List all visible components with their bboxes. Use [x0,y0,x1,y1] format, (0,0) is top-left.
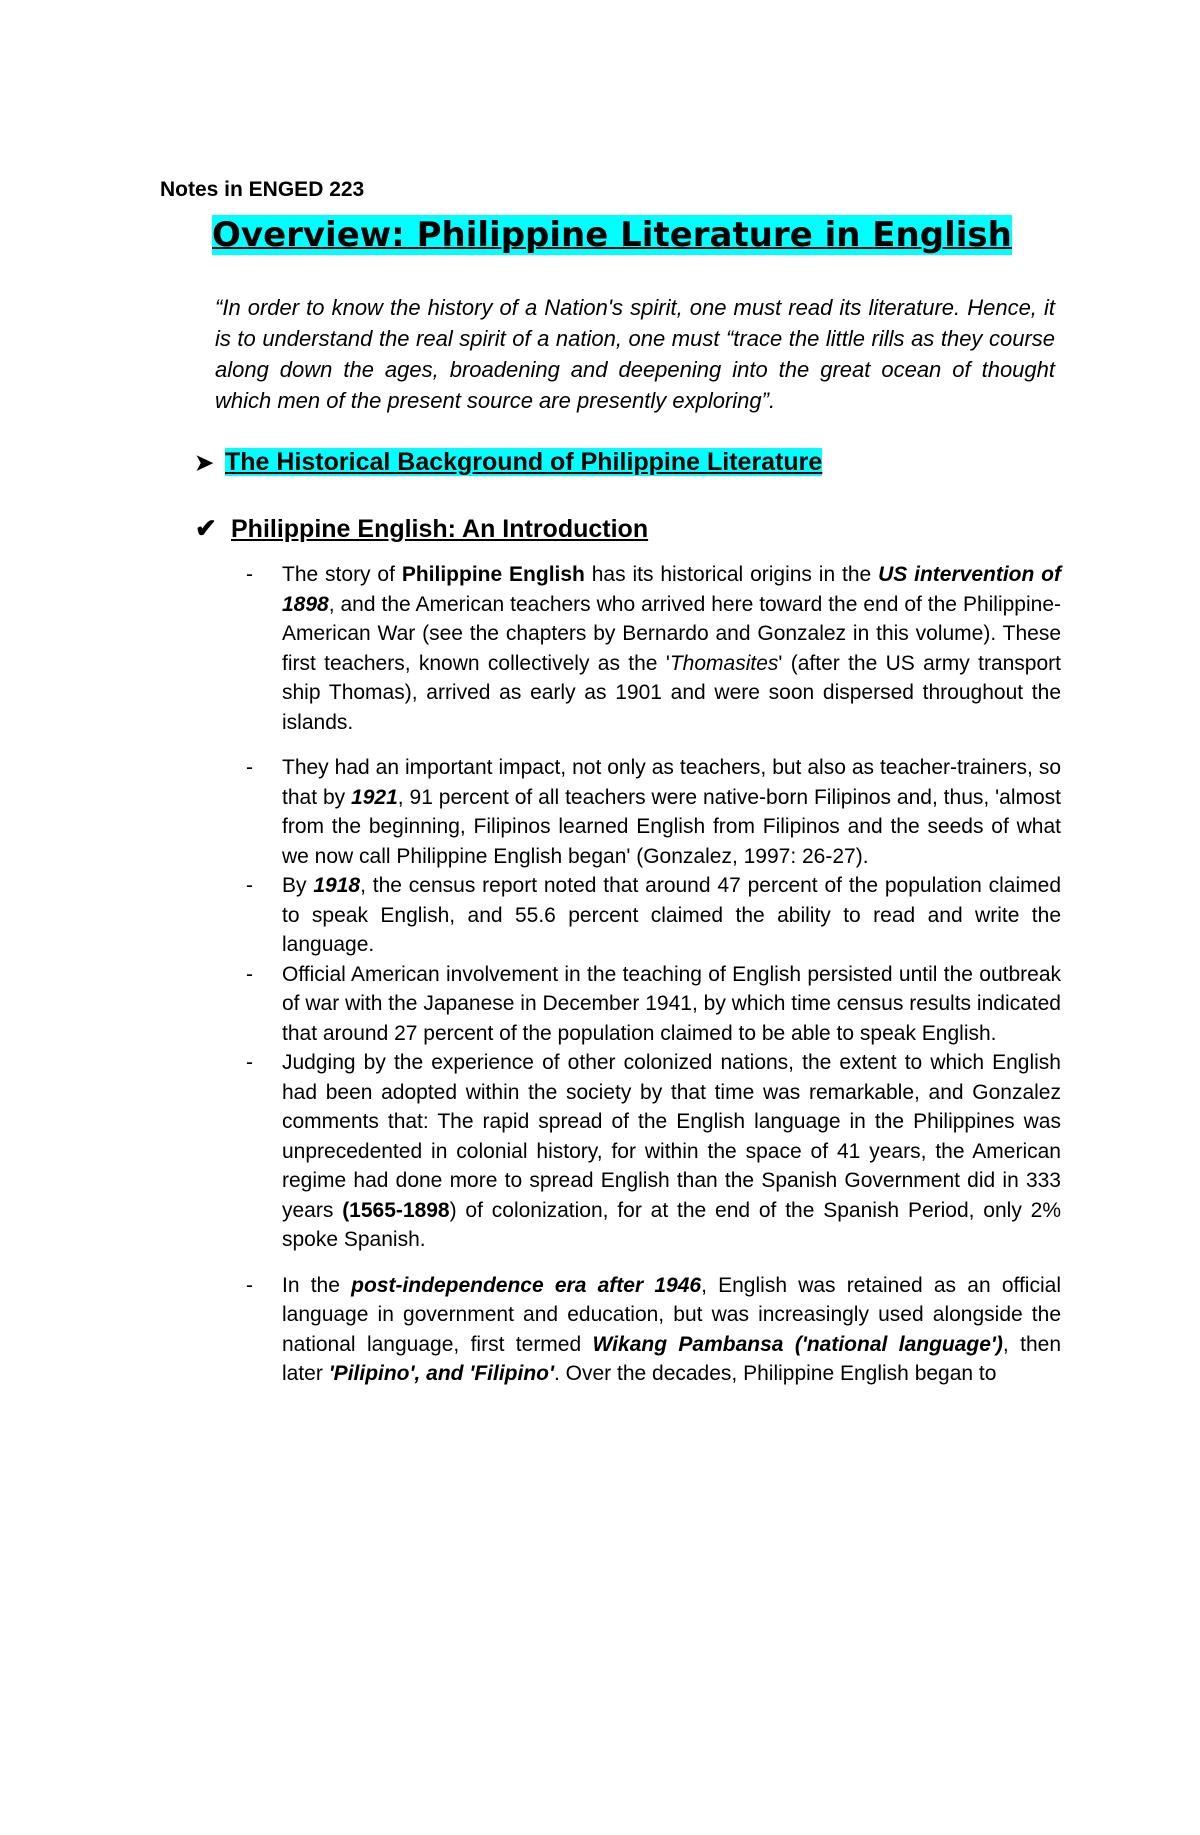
section-heading-historical-background [195,448,822,477]
section-heading-text: The Historical Background of Philippine Literature [225,448,823,476]
dash-bullet-icon: - [246,563,253,586]
list-item: - By 1918, the census report noted that around 47 percent of the population claimed to speak English, and 55.6 percent claimed the ability to read and write the language. [246,871,1061,960]
subsection-heading-philippine-english [195,513,648,544]
list-item: - Judging by the experience of other colonized nations, the extent to which English had been adopted within the society by that time was remarkable, and Gonzalez comments that: The rapid spread of the English language in the Philippines was unprecedented in colonial history, for within the space of 41 years, the American regime had done more to spread English than the Spanish Government did in 333 years (1565-1898) of colonization, for at the end of the Spanish Period, only 2% spoke Spanish. [246,1048,1061,1255]
list-item: - Official American involvement in the teaching of English persisted until the outbreak of war with the Japanese in December 1941, by which time census results indicated that around 27 percent of the population claimed to be able to speak English. [246,960,1061,1049]
arrow-bullet-icon: ➤ [195,450,214,475]
page-title [212,215,1012,255]
bullet-list [246,560,1061,1389]
list-item: - In the post-independence era after 1946, English was retained as an official language in government and education, but was increasingly used alongside the national language, first termed Wikang Pambansa ('national language'), then later 'Pilipino', and 'Filipino'. Over the decades, Philippine English began to [246,1271,1061,1389]
course-notes-label: Notes in ENGED 223 [160,178,365,201]
dash-bullet-icon: - [246,1051,253,1074]
dash-bullet-icon: - [246,1273,253,1297]
list-item: - The story of Philippine English has its historical origins in the US intervention of 1898, and the American teachers who arrived here toward the end of the Philippine-American War (see the chapters by Bernardo and Gonzalez in this volume). These first teachers, known collectively as the 'Thomasites' (after the US army transport ship Thomas), arrived as early as 1901 and were soon dispersed throughout the islands. [246,560,1061,737]
dash-bullet-icon: - [246,874,253,897]
checkmark-icon: ✔ [195,513,217,543]
list-item: - They had an important impact, not only as teachers, but also as teacher-trainers, so that by 1921, 91 percent of all teachers were native-born Filipinos and, thus, 'almost from the beginning, Filipinos learned English from Filipinos and the seeds of what we now call Philippine English began' (Gonzalez, 1997: 26-27). [246,753,1061,871]
page-title-text: Overview: Philippine Literature in English [212,215,1012,255]
dash-bullet-icon: - [246,756,253,779]
subsection-heading-text: Philippine English: An Introduction [231,515,649,543]
dash-bullet-icon: - [246,962,253,986]
intro-quote: “In order to know the history of a Nation's spirit, one must read its literature. Hence, it is to understand the real spirit of a nation, one must “trace the little rills as they course along down the ages, broadening and deepening into the great ocean of thought which men of the present source are presently exploring”. [215,295,1055,413]
